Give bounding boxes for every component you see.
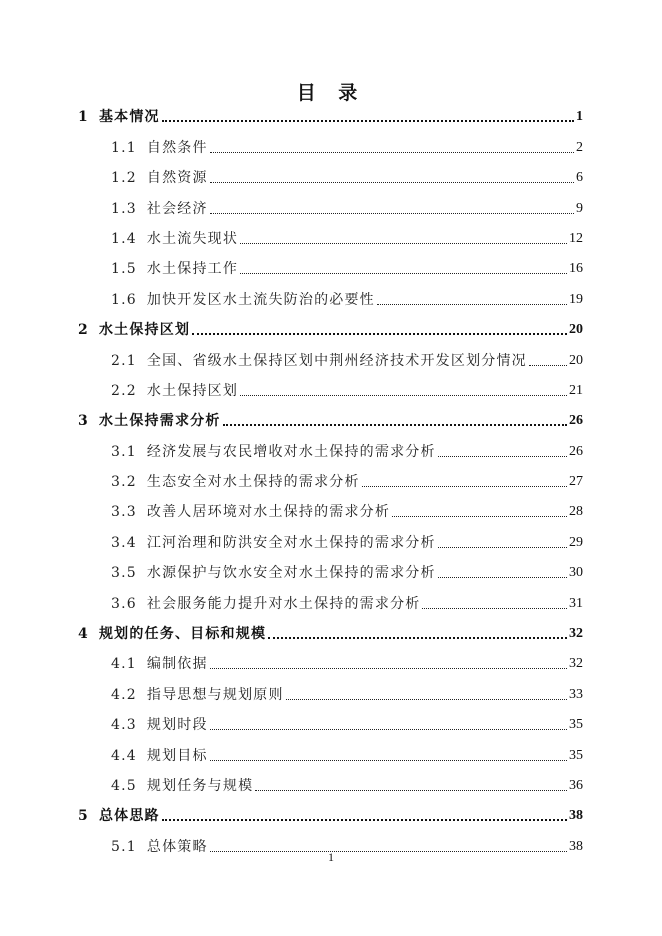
toc-entry-number: 1.5	[111, 261, 137, 278]
toc-entry-title	[111, 596, 420, 614]
toc-section-entry[interactable]	[78, 674, 583, 704]
toc-entry-label: 水土保持需求分析	[98, 413, 221, 430]
toc-entry-number: 3.3	[111, 504, 137, 521]
toc-entry-label: 总体策略	[146, 838, 208, 855]
dot-leader	[210, 728, 567, 730]
toc-section-entry[interactable]	[78, 340, 583, 370]
toc-entry-number: 3.5	[111, 565, 137, 582]
toc-entry-label: 规划的任务、目标和规模	[98, 626, 267, 643]
toc-section-entry[interactable]	[78, 705, 583, 735]
toc-entry-title	[78, 413, 221, 431]
toc-entry-page-number: 26	[569, 443, 583, 459]
toc-entry-number: 1	[78, 109, 89, 126]
toc-entry-title	[111, 201, 208, 219]
toc-entry-page-number: 29	[569, 534, 583, 550]
toc-entry-label: 规划时段	[146, 717, 208, 734]
toc-entry-number: 3.1	[111, 443, 137, 460]
toc-chapter-entry[interactable]	[78, 614, 583, 644]
toc-entry-label: 改善人居环境对水土保持的需求分析	[146, 504, 391, 521]
dot-leader	[286, 698, 567, 700]
toc-entry-page-number: 16	[569, 261, 583, 277]
toc-entry-page-number: 35	[569, 747, 583, 763]
toc-section-entry[interactable]	[78, 158, 583, 188]
toc-entry-label: 水土保持工作	[146, 261, 239, 278]
dot-leader	[223, 423, 567, 426]
toc-entry-label: 自然资源	[146, 170, 208, 187]
toc-entry-page-number: 19	[569, 291, 583, 307]
toc-entry-label: 水源保护与饮水安全对水土保持的需求分析	[146, 565, 436, 582]
toc-entry-number: 4.5	[111, 777, 137, 794]
toc-section-entry[interactable]	[78, 249, 583, 279]
toc-chapter-entry[interactable]	[78, 97, 583, 127]
toc-entry-title	[111, 444, 436, 462]
toc-chapter-entry[interactable]	[78, 796, 583, 826]
toc-entry-title	[111, 383, 238, 401]
toc-entry-title	[111, 474, 360, 492]
toc-entry-page-number: 26	[569, 413, 583, 429]
toc-entry-number: 1.1	[111, 139, 137, 156]
toc-entry-title	[111, 687, 284, 705]
toc-entry-title	[111, 231, 238, 249]
dot-leader	[210, 667, 567, 669]
toc-entry-number: 4.4	[111, 747, 137, 764]
dot-leader	[210, 151, 574, 153]
toc-entry-label: 基本情况	[98, 109, 160, 126]
toc-section-entry[interactable]	[78, 279, 583, 309]
toc-entry-label: 水土流失现状	[146, 230, 239, 247]
dot-leader	[162, 119, 574, 122]
toc-entry-label: 经济发展与农民增收对水土保持的需求分析	[146, 443, 436, 460]
toc-entry-title	[111, 748, 208, 766]
toc-entry-number: 1.4	[111, 230, 137, 247]
page-title: 目 录	[296, 82, 366, 104]
toc-entry-number: 2.1	[111, 352, 137, 369]
toc-section-entry[interactable]	[78, 644, 583, 674]
toc-entry-title	[78, 626, 266, 644]
dot-leader	[268, 636, 567, 639]
toc-entry-label: 总体思路	[98, 808, 160, 825]
toc-entry-title	[111, 656, 208, 674]
toc-section-entry[interactable]	[78, 188, 583, 218]
dot-leader	[438, 546, 567, 548]
toc-entry-number: 1.3	[111, 200, 137, 217]
toc-entry-title	[111, 292, 375, 310]
toc-entry-title	[111, 717, 208, 735]
toc-entry-page-number: 30	[569, 565, 583, 581]
toc-section-entry[interactable]	[78, 431, 583, 461]
toc-entry-page-number: 1	[576, 109, 583, 125]
toc-entry-number: 4.3	[111, 717, 137, 734]
toc-entry-page-number: 28	[569, 504, 583, 520]
toc-entry-page-number: 12	[569, 230, 583, 246]
toc-section-entry[interactable]	[78, 492, 583, 522]
toc-entry-title	[111, 170, 208, 188]
table-of-contents	[78, 97, 583, 857]
dot-leader	[255, 789, 567, 791]
toc-entry-number: 4.2	[111, 686, 137, 703]
toc-entry-label: 规划任务与规模	[146, 777, 254, 794]
page-number-footer: 1	[328, 850, 334, 864]
toc-entry-label: 全国、省级水土保持区划中荆州经济技术开发区划分情况	[146, 352, 527, 369]
toc-entry-page-number: 32	[569, 626, 583, 642]
dot-leader	[362, 485, 567, 487]
toc-entry-title	[78, 808, 160, 826]
toc-section-entry[interactable]	[78, 462, 583, 492]
toc-entry-number: 4.1	[111, 656, 137, 673]
toc-entry-title	[111, 778, 253, 796]
toc-section-entry[interactable]	[78, 583, 583, 613]
toc-chapter-entry[interactable]	[78, 310, 583, 340]
toc-entry-page-number: 9	[576, 200, 583, 216]
toc-entry-label: 江河治理和防洪安全对水土保持的需求分析	[146, 534, 436, 551]
toc-section-entry[interactable]	[78, 522, 583, 552]
toc-entry-title	[111, 261, 238, 279]
toc-entry-label: 规划目标	[146, 747, 208, 764]
toc-entry-page-number: 27	[569, 474, 583, 490]
toc-entry-title	[78, 109, 160, 127]
toc-entry-page-number: 38	[569, 838, 583, 854]
dot-leader	[210, 759, 567, 761]
dot-leader	[240, 242, 567, 244]
toc-entry-page-number: 20	[569, 352, 583, 368]
toc-entry-number: 2	[78, 322, 89, 339]
toc-chapter-entry[interactable]	[78, 401, 583, 431]
toc-entry-title	[111, 565, 436, 583]
toc-entry-number: 5.1	[111, 838, 137, 855]
toc-entry-number: 3.2	[111, 474, 137, 491]
dot-leader	[240, 272, 567, 274]
toc-entry-title	[111, 504, 390, 522]
toc-entry-page-number: 35	[569, 717, 583, 733]
dot-leader	[192, 332, 567, 335]
toc-entry-label: 指导思想与规划原则	[146, 686, 284, 703]
dot-leader	[422, 607, 567, 609]
toc-entry-title	[111, 535, 436, 553]
toc-entry-page-number: 20	[569, 322, 583, 338]
toc-entry-number: 1.6	[111, 291, 137, 308]
toc-entry-title	[111, 353, 527, 371]
toc-entry-number: 5	[78, 808, 89, 825]
toc-entry-number: 3.4	[111, 534, 137, 551]
toc-entry-number: 3.6	[111, 595, 137, 612]
toc-entry-label: 生态安全对水土保持的需求分析	[146, 474, 360, 491]
toc-entry-label: 编制依据	[146, 656, 208, 673]
dot-leader	[529, 364, 567, 366]
dot-leader	[210, 181, 574, 183]
toc-entry-label: 水土保持区划	[146, 382, 239, 399]
toc-entry-page-number: 6	[576, 170, 583, 186]
toc-section-entry[interactable]	[78, 735, 583, 765]
toc-entry-number: 3	[78, 413, 89, 430]
toc-entry-page-number: 2	[576, 139, 583, 155]
dot-leader	[377, 303, 567, 305]
dot-leader	[438, 576, 567, 578]
toc-section-entry[interactable]	[78, 553, 583, 583]
toc-entry-page-number: 32	[569, 656, 583, 672]
toc-entry-number: 1.2	[111, 170, 137, 187]
toc-section-entry[interactable]	[78, 766, 583, 796]
toc-entry-label: 自然条件	[146, 139, 208, 156]
toc-entry-label: 社会服务能力提升对水土保持的需求分析	[146, 595, 421, 612]
dot-leader	[438, 455, 567, 457]
toc-entry-title	[111, 140, 208, 158]
toc-entry-page-number: 21	[569, 382, 583, 398]
toc-entry-page-number: 36	[569, 777, 583, 793]
toc-entry-title	[78, 322, 190, 340]
toc-entry-number: 2.2	[111, 382, 137, 399]
toc-section-entry[interactable]	[78, 371, 583, 401]
dot-leader	[240, 394, 567, 396]
toc-entry-number: 4	[78, 626, 89, 643]
toc-entry-label: 社会经济	[146, 200, 208, 217]
toc-section-entry[interactable]	[78, 219, 583, 249]
dot-leader	[162, 818, 567, 821]
toc-entry-label: 加快开发区水土流失防治的必要性	[146, 291, 375, 308]
toc-section-entry[interactable]	[78, 127, 583, 157]
toc-entry-page-number: 33	[569, 686, 583, 702]
dot-leader	[392, 515, 567, 517]
toc-entry-page-number: 38	[569, 808, 583, 824]
dot-leader	[210, 212, 574, 214]
toc-entry-label: 水土保持区划	[98, 322, 191, 339]
toc-entry-page-number: 31	[569, 595, 583, 611]
